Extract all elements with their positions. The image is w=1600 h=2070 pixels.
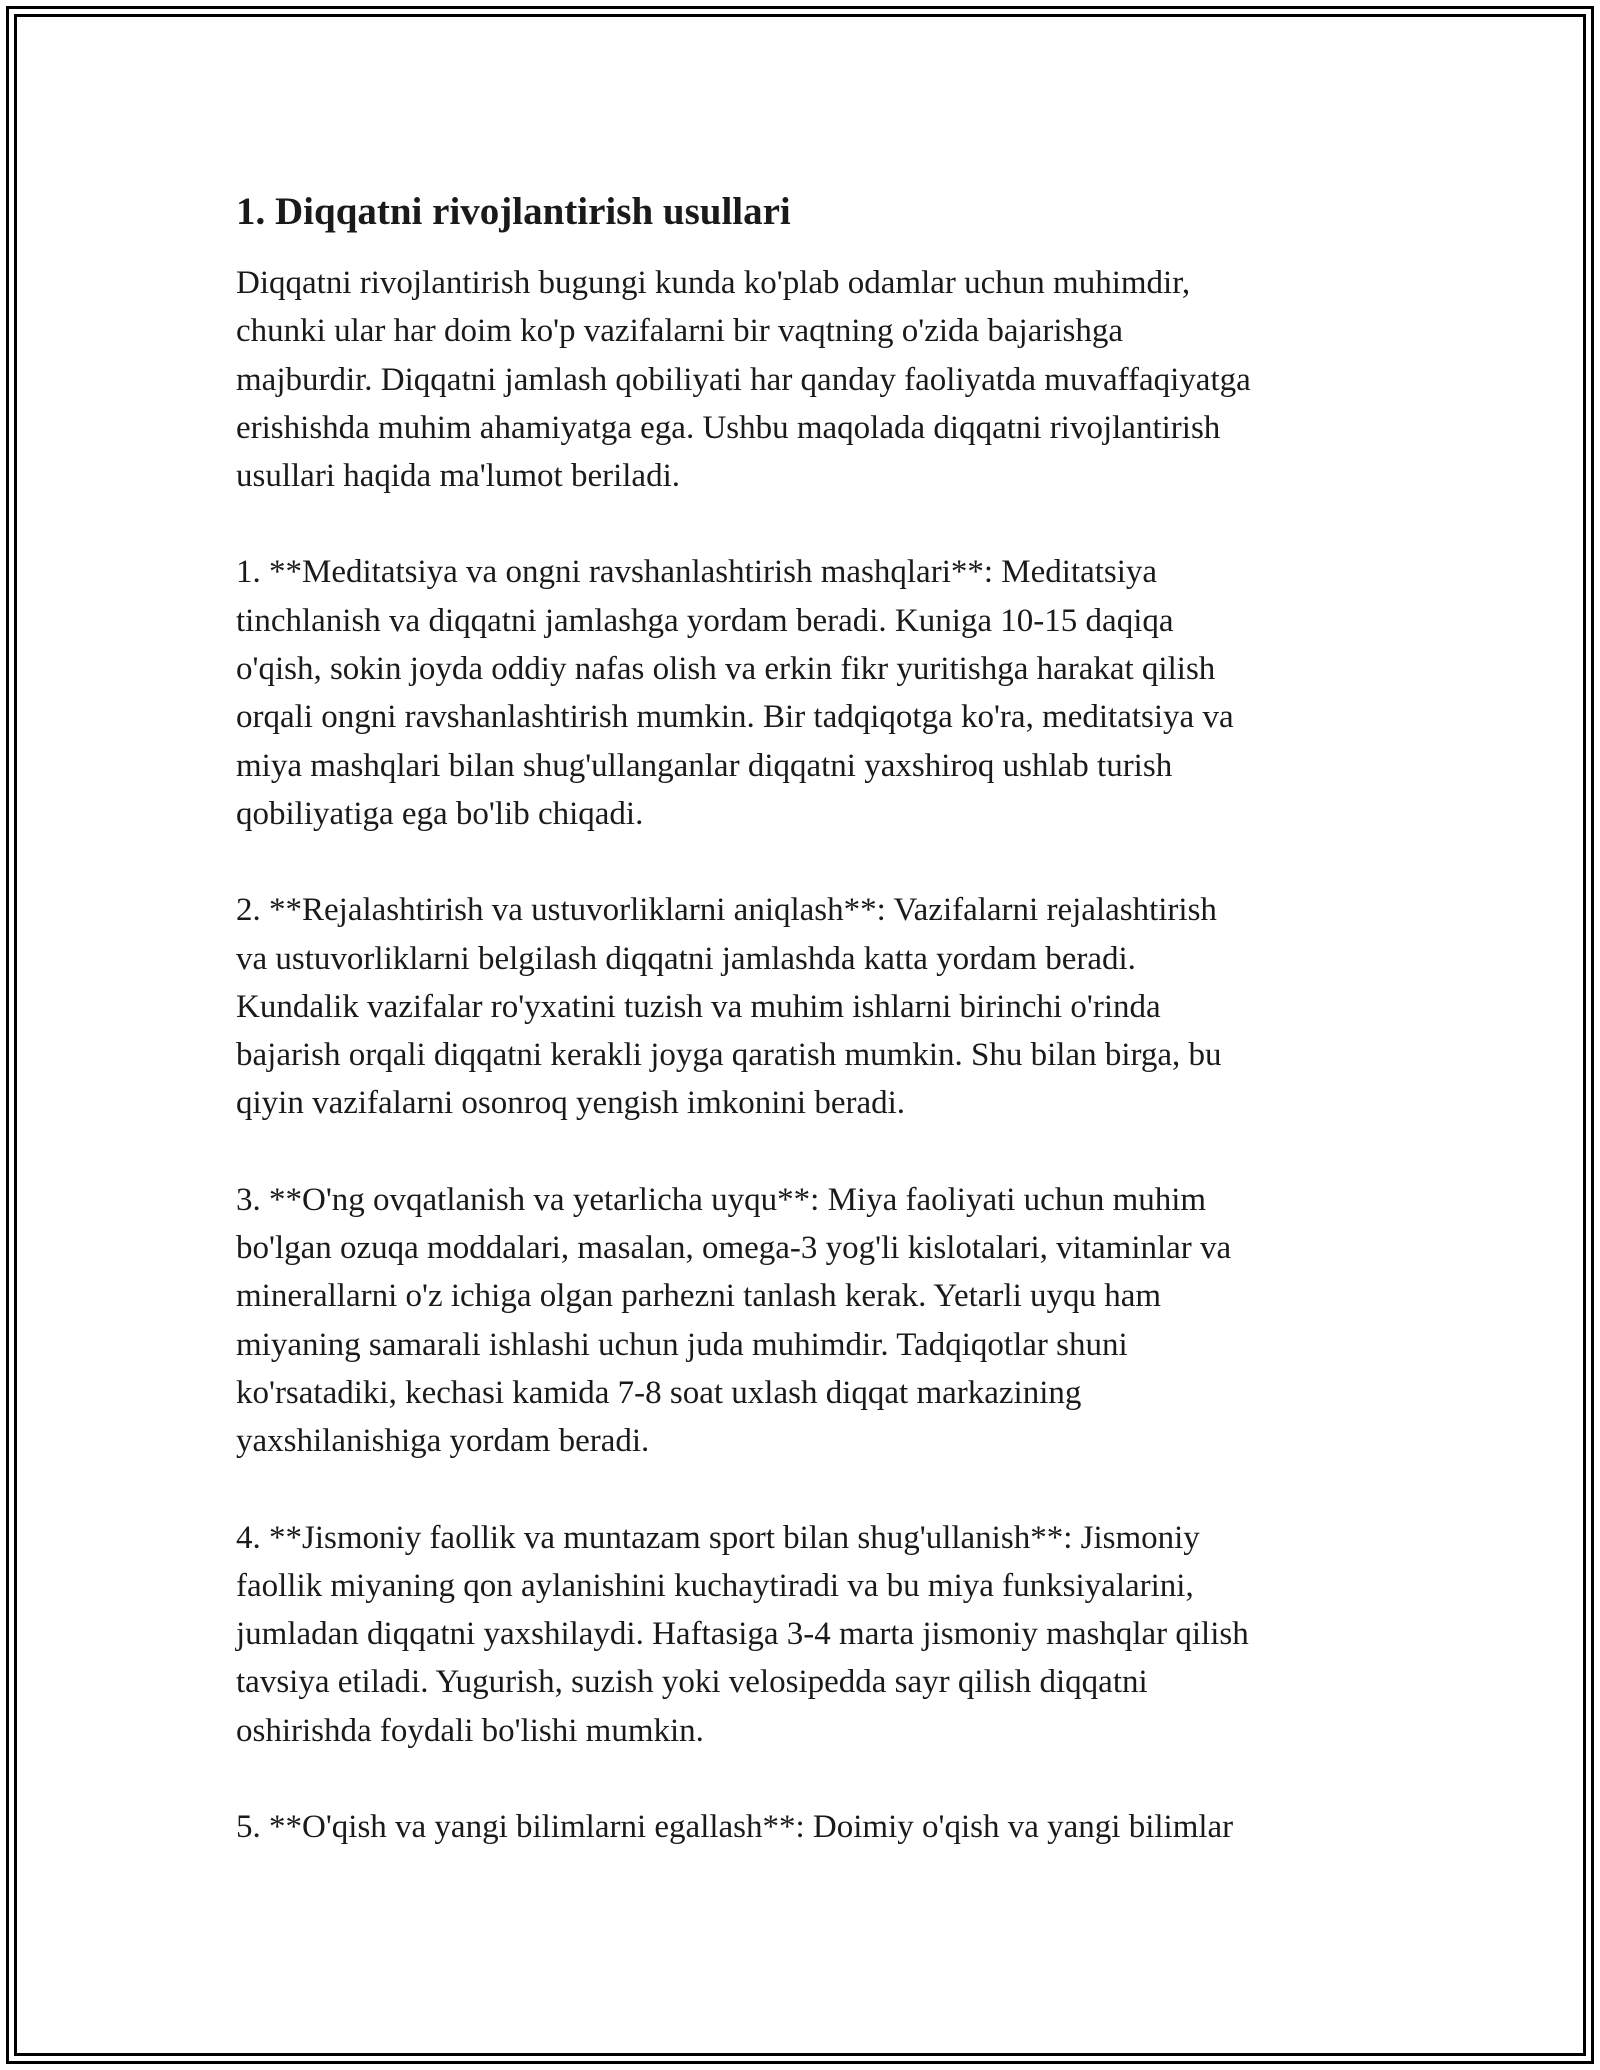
paragraph <box>236 548 1376 838</box>
text-line: 4. **Jismoniy faollik va muntazam sport bilan shug'ullanish**: Jismoniy <box>236 1519 1200 1556</box>
text-line: faollik miyaning qon aylanishini kuchaytiradi va bu miya funksiyalarini, <box>236 1567 1194 1604</box>
text-line: minerallarni o'z ichiga olgan parhezni tanlash kerak. Yetarli uyqu ham <box>236 1278 1162 1315</box>
paragraph <box>236 259 1376 500</box>
text-line: Kundalik vazifalar ro'yxatini tuzish va muhim ishlarni birinchi o'rinda <box>236 988 1161 1025</box>
paragraph <box>236 1803 1376 1851</box>
text-line: Diqqatni rivojlantirish bugungi kunda ko'plab odamlar uchun muhimdir, <box>236 265 1191 301</box>
text-line: 1. **Meditatsiya va ongni ravshanlashtirish mashqlari**: Meditatsiya <box>236 554 1158 591</box>
paragraph <box>236 1176 1376 1466</box>
text-line: 5. **O'qish va yangi bilimlarni egallash**: Doimiy o'qish va yangi bilimlar <box>236 1809 1234 1846</box>
text-line: oshirishda foydali bo'lishi mumkin. <box>236 1712 704 1749</box>
paragraph <box>236 1514 1376 1755</box>
text-line: tinchlanish va diqqatni jamlashga yordam beradi. Kuniga 10-15 daqiqa <box>236 602 1174 639</box>
document-page <box>236 185 1376 1899</box>
text-line: jumladan diqqatni yaxshilaydi. Haftasiga 3-4 marta jismoniy mashqlar qilish <box>236 1616 1249 1653</box>
paragraph <box>236 886 1376 1127</box>
text-line: va ustuvorliklarni belgilash diqqatni jamlashda katta yordam beradi. <box>236 940 1136 977</box>
text-line: 2. **Rejalashtirish va ustuvorliklarni aniqlash**: Vazifalarni rejalashtirish <box>236 892 1217 929</box>
text-line: miya mashqlari bilan shug'ullanganlar diqqatni yaxshiroq ushlab turish <box>236 747 1173 784</box>
text-line: miyaning samarali ishlashi uchun juda muhimdir. Tadqiqotlar shuni <box>236 1326 1128 1363</box>
text-line: bajarish orqali diqqatni kerakli joyga qaratish mumkin. Shu bilan birga, bu <box>236 1037 1222 1074</box>
text-line: qiyin vazifalarni osonroq yengish imkonini beradi. <box>236 1085 906 1122</box>
text-line: majburdir. Diqqatni jamlash qobiliyati har qanday faoliyatda muvaffaqiyatga <box>236 361 1251 398</box>
text-line: tavsiya etiladi. Yugurish, suzish yoki velosipedda sayr qilish diqqatni <box>236 1664 1148 1701</box>
text-line: yaxshilanishiga yordam beradi. <box>236 1423 650 1460</box>
text-line: 3. **O'ng ovqatlanish va yetarlicha uyqu**: Miya faoliyati uchun muhim <box>236 1181 1207 1218</box>
text-line: erishishda muhim ahamiyatga ega. Ushbu maqolada diqqatni rivojlantirish <box>236 409 1221 446</box>
text-line: usullari haqida ma'lumot beriladi. <box>236 458 681 495</box>
text-line: ko'rsatadiki, kechasi kamida 7-8 soat uxlash diqqat markazining <box>236 1374 1082 1411</box>
text-line: qobiliyatiga ega bo'lib chiqadi. <box>236 795 644 832</box>
text-line: chunki ular har doim ko'p vazifalarni bir vaqtning o'zida bajarishga <box>236 313 1124 350</box>
text-line: o'qish, sokin joyda oddiy nafas olish va erkin fikr yuritishga harakat qilish <box>236 651 1216 688</box>
document-title: 1. Diqqatni rivojlantirish usullari <box>236 190 791 233</box>
text-line: bo'lgan ozuqa moddalari, masalan, omega-3 yog'li kislotalari, vitaminlar va <box>236 1230 1232 1267</box>
document-body <box>236 259 1376 1851</box>
text-line: orqali ongni ravshanlashtirish mumkin. Bir tadqiqotga ko'ra, meditatsiya va <box>236 699 1234 736</box>
